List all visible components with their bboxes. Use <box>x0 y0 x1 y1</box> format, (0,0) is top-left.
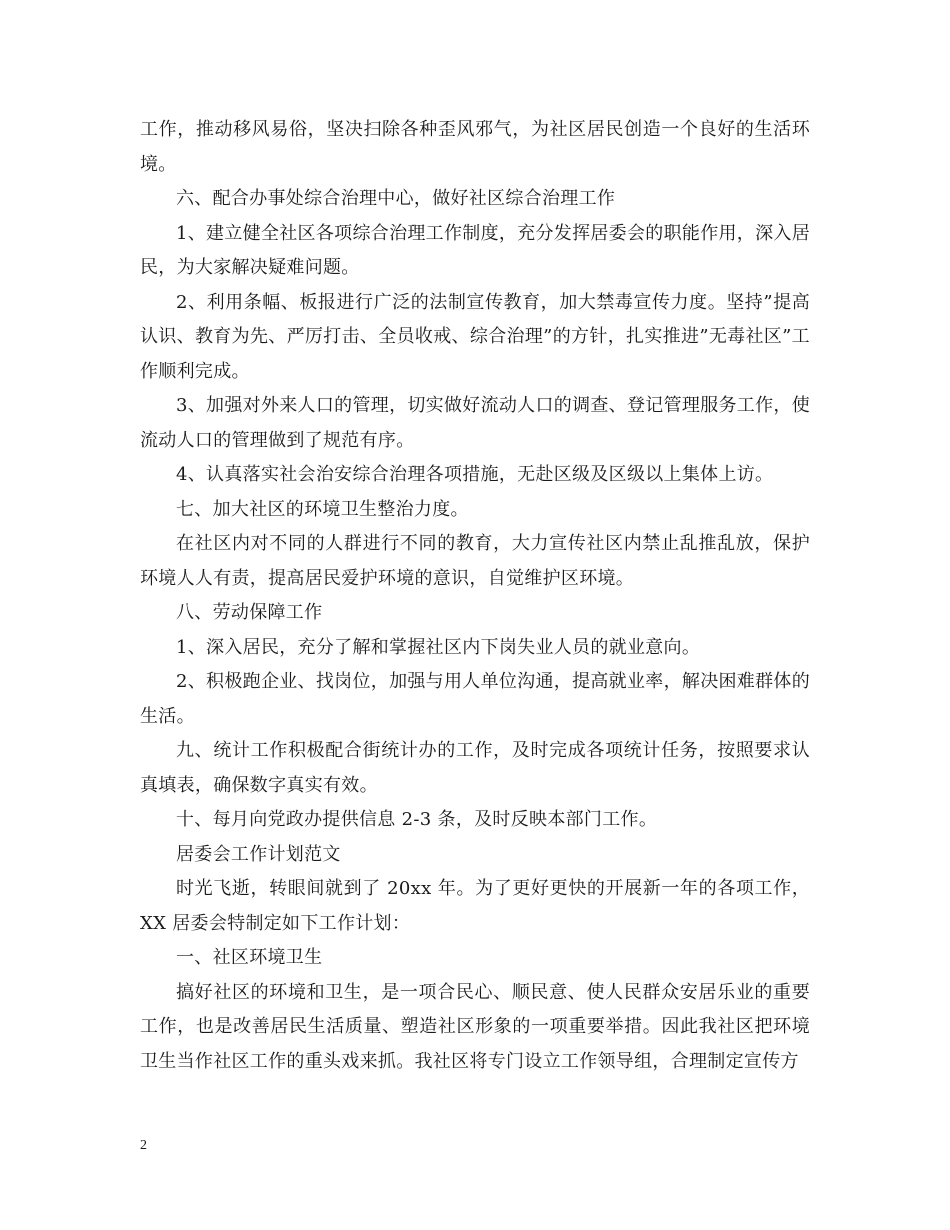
paragraph: 3、加强对外来人口的管理，切实做好流动人口的调查、登记管理服务工作，使流动人口的管理做到了规范有序。 <box>140 395 810 451</box>
paragraph: 七、加大社区的环境卫生整治力度。 <box>176 498 469 520</box>
paragraph: 搞好社区的环境和卫生，是一项合民心、顺民意、使人民群众安居乐业的重要工作，也是改善居民生活质量、塑造社区形象的一项重要举措。因此我社区把环境卫生当作社区工作的重头戏来抓。我社区将专门设立工作领导组，合理制定宣传方 <box>140 981 810 1072</box>
paragraph: 2、积极跑企业、找岗位，加强与用人单位沟通，提高就业率，解决困难群体的生活。 <box>140 671 810 727</box>
paragraph: 1、建立健全社区各项综合治理工作制度，充分发挥居委会的职能作用，深入居民，为大家解决疑难问题。 <box>140 222 810 278</box>
page-number: 2 <box>140 1138 147 1153</box>
paragraph: 2、利用条幅、板报进行广泛的法制宣传教育，加大禁毒宣传力度。坚持”提高认识、教育为先、严厉打击、全员收戒、综合治理”的方针，扎实推进”无毒社区”工作顺利完成。 <box>140 291 810 382</box>
paragraph: 一、社区环境卫生 <box>176 947 323 968</box>
paragraph: 十、每月向党政办提供信息 2-3 条，及时反映本部门工作。 <box>176 809 658 830</box>
paragraph: 八、劳动保障工作 <box>176 602 323 623</box>
paragraph: 六、配合办事处综合治理中心，做好社区综合治理工作 <box>176 188 616 209</box>
paragraph: 居委会工作计划范文 <box>176 843 341 865</box>
paragraph: 4、认真落实社会治安综合治理各项措施，无赴区级及区级以上集体上访。 <box>176 464 774 485</box>
document-body <box>140 113 810 1079</box>
paragraph: 九、统计工作积极配合街统计办的工作，及时完成各项统计任务，按照要求认真填表，确保数字真实有效。 <box>140 740 810 796</box>
paragraph: 时光飞逝，转眼间就到了 20xx 年。为了更好更快的开展新一年的各项工作，XX 居委会特制定如下工作计划： <box>140 878 810 934</box>
paragraph: 在社区内对不同的人群进行不同的教育，大力宣传社区内禁止乱推乱放，保护环境人人有责，提高居民爱护环境的意识，自觉维护区环境。 <box>140 533 810 589</box>
paragraph: 1、深入居民，充分了解和掌握社区内下岗失业人员的就业意向。 <box>176 636 701 658</box>
paragraph: 工作，推动移风易俗，坚决扫除各种歪风邪气，为社区居民创造一个良好的生活环境。 <box>140 119 810 175</box>
